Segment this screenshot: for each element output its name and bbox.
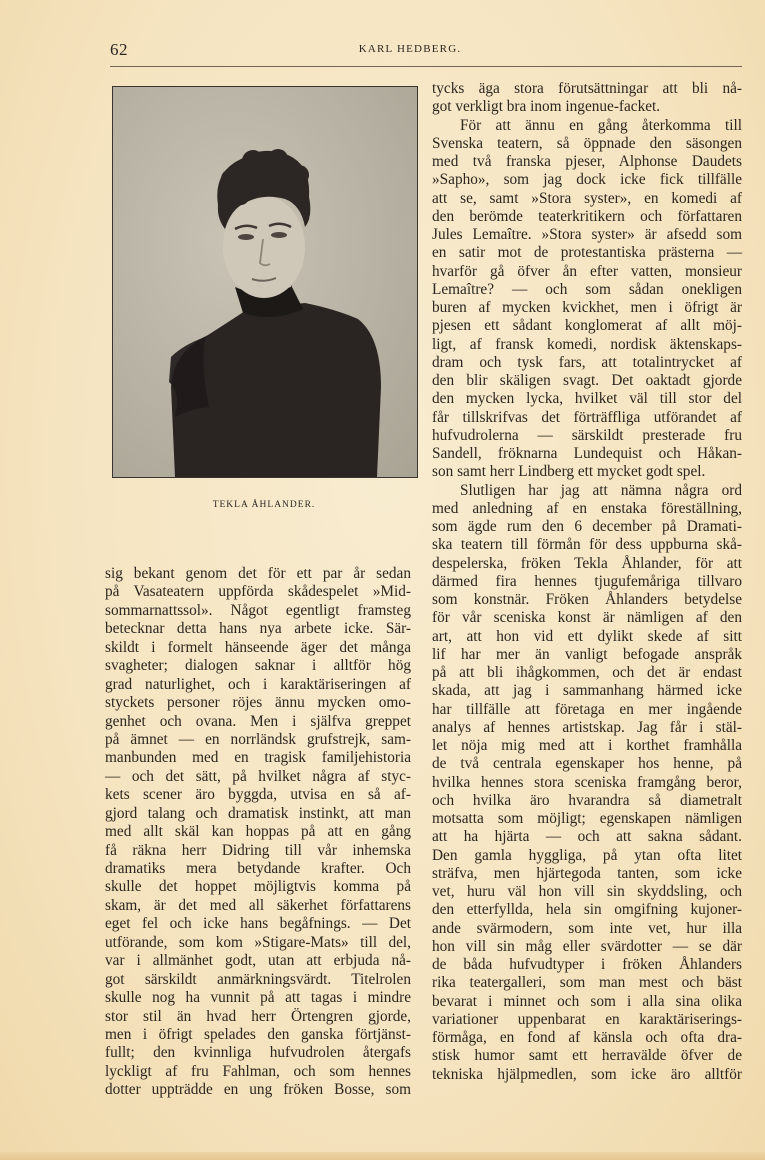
text-line: grad naturlighet, och i karaktäriseringen af [105, 675, 411, 693]
text-line: Sandell, fröknarna Lundequist och Håkan- [432, 445, 742, 462]
text-line: För att ännu en gång återkomma till [460, 116, 742, 134]
portrait-photo [112, 86, 418, 478]
text-line: skam, är det med all säkerhet författarens [105, 896, 411, 914]
text-line: att se, samt »Stora syster», en komedi af [432, 189, 742, 207]
text-line: var i allmänhet godt, utan att erbjuda nå- [105, 952, 411, 970]
text-line: eget fel och icke hans begåfnings. — Det [105, 915, 411, 933]
text-line: »Sapho», som jag dock icke fick tillfälle [432, 171, 742, 189]
text-line: att ha hjärta — och att sakna sådant. [432, 828, 742, 846]
text-line: betecknar detta hans nya arbete icke. Sär- [105, 620, 411, 638]
text-line: och hvilka äro hvarandra så diametralt [432, 791, 742, 809]
text-line: vet, huru väl hon vill sin skyddsling, och [432, 883, 742, 900]
text-line: den etterfyllda, hela sin omgifning kujoner- [432, 901, 742, 919]
text-line: sommarnattssol». Något egentligt framsteg [105, 601, 411, 619]
text-line: ska teatern till förmån för dess uppburna skå- [432, 536, 742, 554]
text-line: tycks äga stora förutsättningar att bli nå- [432, 80, 742, 97]
text-line: — och det sätt, på hvilket några af styc- [105, 767, 411, 785]
text-line: art, att hon vid ett dylikt skede af sitt [432, 627, 742, 645]
left-column-text [105, 565, 411, 1100]
text-line: motsatta som möjligt; egenskapen nämligen [432, 810, 742, 827]
text-line: förmåga, en fond af känsla och ofta dra- [432, 1029, 742, 1046]
text-line: Den gamla hyggliga, på ytan ofta litet [432, 846, 742, 864]
text-line: rika teatergalleri, som man mest och bäst [432, 974, 742, 992]
text-line: som ägde rum den 6 december på Dramati- [432, 518, 742, 535]
text-line: skada, att jag i sammanhang härmed icke [432, 682, 742, 700]
text-line: svagheter; dialogen saknar i alltför hög [105, 657, 411, 675]
text-line: den mycken lycka, hvilket väl till stor del [432, 390, 742, 408]
text-line: got verkligt bra inom ingenue-facket. [432, 98, 661, 116]
text-line: hon vill sin måg eller svärdotter — se där [432, 937, 742, 955]
right-column-text [432, 80, 742, 1084]
face-shape [223, 196, 305, 298]
text-line: tekniska hjälpmedlen, som icke äro alltför [432, 1065, 742, 1083]
text-line: stisk humor samt ett herravälde öfver de [432, 1047, 742, 1065]
text-line: got särskildt anmärkningsvärdt. Titelrolen [105, 970, 411, 988]
text-line: med anledning af en enstaka föreställning, [432, 499, 742, 517]
text-line: på att bli ihågkommen, och det är endast [432, 664, 742, 681]
left-eye [238, 234, 254, 240]
text-line: styckets personer röjes ännu mycken omo- [105, 694, 411, 712]
text-line: dramatiks mera betydande krafter. Och [105, 860, 411, 877]
text-line: skildt i formelt hänseende äger det många [105, 638, 411, 656]
text-line: let nöja mig med att i korthet framhålla [432, 737, 742, 754]
text-line: variationer uppenbarat en karaktäriserings- [432, 1010, 742, 1028]
text-line: har tillfälle att företaga en mer ingående [432, 700, 742, 718]
text-line: ligt, af fransk komedi, nordisk äktenskaps- [432, 335, 742, 353]
text-line: de två centrala egenskaper hos henne, på [432, 755, 742, 773]
text-line: bevarat i minnet och som i alla sina olika [432, 992, 742, 1010]
text-line: hufvudrolerna — särskildt presterade fru [432, 426, 742, 444]
text-line: den berömde teaterkritikern och författaren [432, 207, 742, 225]
text-line: pjesen ett sådant konglomerat af allt möj- [432, 317, 742, 335]
text-line: de båda hufvudtyper i fröken Åhlanders [432, 956, 742, 973]
text-line: utförande, som kom »Stigare-Mats» till del, [105, 933, 411, 951]
text-line: lyckligt af fru Fahlman, och som hennes [105, 1062, 411, 1080]
text-line: fullt; den kvinnliga hufvudrolen återgafs [105, 1044, 411, 1062]
text-line: dotter uppträdde en ung fröken Bosse, som [105, 1081, 411, 1099]
text-line: genhet och ovana. Men i själfva greppet [105, 712, 411, 730]
text-line: på ämnet — en norrländsk grufstrejk, sam- [105, 730, 411, 748]
running-title: KARL HEDBERG. [358, 43, 462, 55]
figure-caption: TEKLA ÅHLANDER. [212, 500, 316, 510]
text-line: på Vasateatern uppförda skådespelet »Mid- [105, 583, 411, 601]
text-line: Slutligen har jag att nämna några ord [460, 481, 742, 499]
text-line: skulle det hoppet möjligtvis komma på [105, 878, 411, 896]
text-line: sig bekant genom det för ett par år sedan [105, 565, 411, 582]
text-line: lif har mer än vanligt befogade anspråk [432, 645, 742, 663]
page-number: 62 [110, 40, 128, 59]
text-line: hvilka hennes stora sceniska framgång beror, [432, 773, 742, 791]
text-line: hvarför gå öfver ån efter vatten, monsieur [432, 262, 742, 280]
text-line: Lemaître? — och som sådan onekligen [432, 280, 742, 298]
text-line: för vår sceniska konst är nämligen af den [432, 609, 742, 627]
text-line: Svenska teatern, så öppnade den säsongen [432, 134, 742, 152]
text-line: som konstnär. Fröken Åhlanders betydelse [432, 591, 742, 608]
text-line: med allt skäl kan hoppas på att en gång [105, 823, 411, 841]
text-line: kets scener äro byggda, utvisa en så af- [105, 786, 411, 804]
text-line: en satir mot de protestantiska prästerna — [432, 244, 742, 262]
page-bottom-edge [0, 1152, 765, 1160]
text-line: gjord talang och dramatisk instinkt, att man [105, 804, 411, 822]
text-line: ande svärmodern, som inte vet, hur illa [432, 919, 742, 937]
text-line: Jules Lemaître. »Stora syster» är afsedd som [432, 226, 742, 243]
text-line: buren af mycken kvickhet, men i öfrigt är [432, 299, 742, 316]
text-line: son samt herr Lindberg ett mycket godt spel. [432, 463, 706, 481]
header-rule [110, 66, 742, 67]
page-header [110, 40, 750, 62]
text-line: stor stil än hvad herr Örtengren gjorde, [105, 1007, 411, 1025]
text-line: despelerska, fröken Tekla Åhlander, för att [432, 554, 742, 572]
text-line: dram och tysk fars, att totalintrycket af [432, 353, 742, 371]
text-line: den blir skäligen svagt. Det oaktadt gjorde [432, 372, 742, 389]
text-line: analys af hennes artistskap. Jag får i stäl- [432, 718, 742, 736]
text-line: få räkna herr Didring till vår inhemska [105, 841, 411, 859]
text-line: sträfva, men hjärtegoda tanten, som icke [432, 864, 742, 882]
right-eye [271, 232, 287, 238]
text-line: skulle nog ha vunnit på att tagas i mindre [105, 989, 411, 1007]
text-line: får tillskrifvas det förträffliga utförandet af [432, 408, 742, 426]
text-line: men i öfrigt spelades den ganska förtjänst- [105, 1025, 411, 1043]
text-line: manbunden med en tragisk familjehistoria [105, 749, 411, 767]
text-line: med två franska pjeser, Alphonse Daudets [432, 153, 742, 170]
text-line: därmed fira hennes tjugufemåriga tillvaro [432, 572, 742, 590]
portrait-illustration [113, 87, 417, 477]
